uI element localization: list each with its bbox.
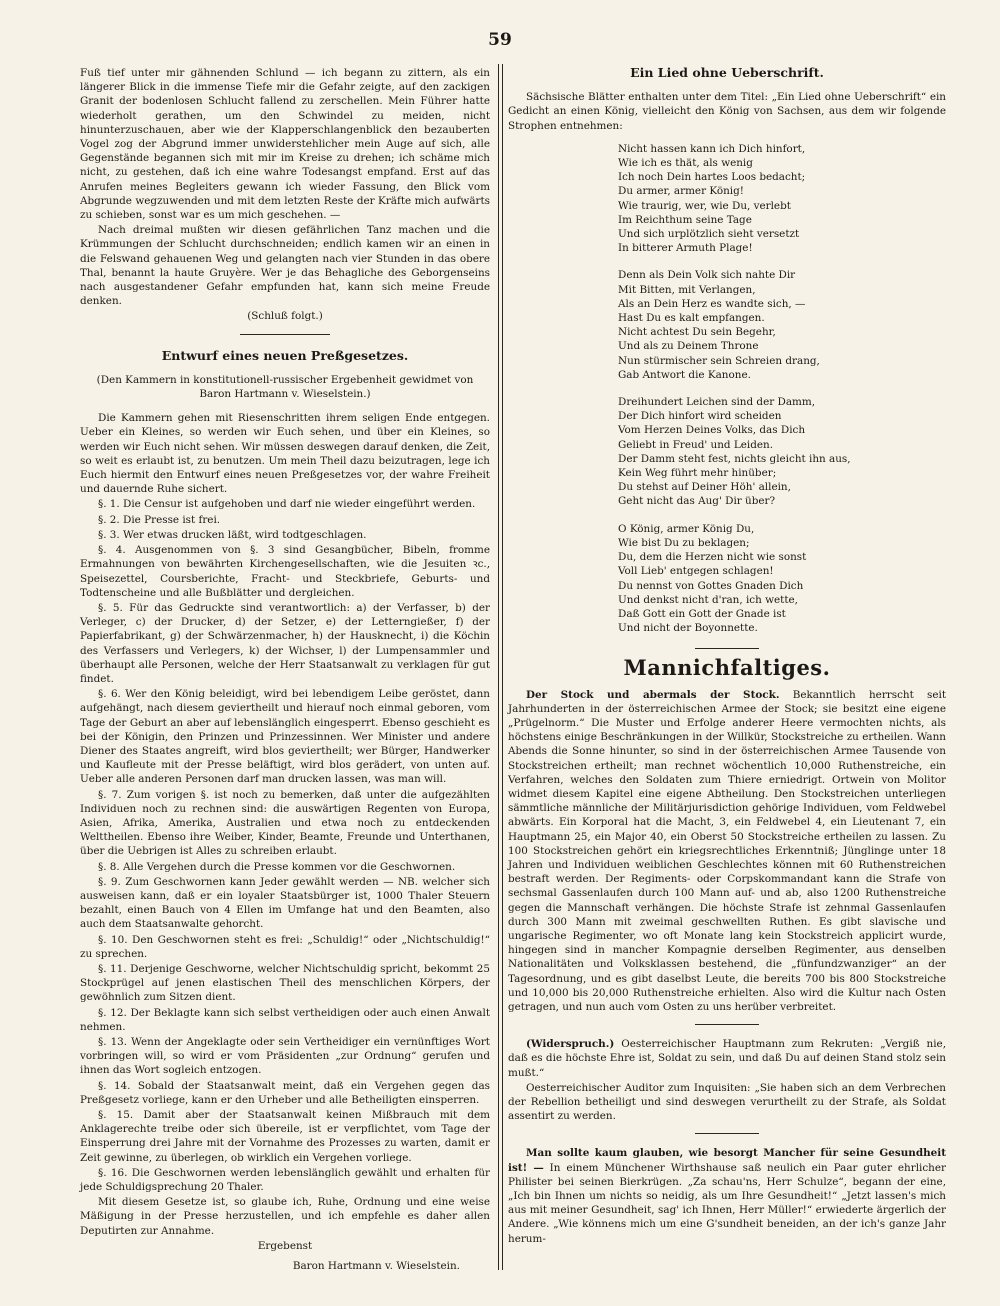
- continuation-paragraph: Fuß tief unter mir gähnenden Schlund — ich begann zu zittern, als ein längerer Blick in die immense Tiefe mir die Gefahr zeigte, auf den zackigen Granit der bodenlosen Schlucht fallend zu zerschellen. Mein Führer hatte wiederholt gerathen, um den Schwindel zu meiden, nicht hinunterzuschauen, aber wie der Klapperschlangenblick den bezauberten Vogel zog der Abgrund immer unwiderstehlicher mein Auge auf sich, alle Gegenstände begannen sich mit mir im Kreise zu drehen; ich schäme mich nicht, zu gestehen, daß ich eine wahre Todesangst empfand. Erst auf das Anrufen meines Begleiters gewann ich wieder Fassung, den Blick vom Abgrunde wegzuwenden und mit dem letzten Reste der Kräfte mich aufwärts zu schieben, sonst war es um mich geschehen. —: [80, 67, 490, 222]
- poem-line: Daß Gott ein Gott der Gnade ist: [618, 607, 786, 620]
- poem-line: Als an Dein Herz es wandte sich, —: [618, 297, 806, 310]
- poem-title: Ein Lied ohne Ueberschrift.: [630, 65, 824, 80]
- poem-line: Und als zu Deinem Throne: [618, 340, 759, 353]
- law-paragraph: §. 9. Zum Geschwornen kann Jeder gewählt werden — NB. welcher sich ausweisen kann, daß er ein loyaler Staatsbürger ist, 1000 Thaler Steuern bezahlt, einen Bauch von 4 Ellen im Umfange hat und den Beamten, also auch dem Staatsanwalte gehorcht.: [80, 875, 490, 931]
- poem-line: Ich noch Dein hartes Loos bedacht;: [618, 171, 806, 184]
- ergebenst-line: Ergebenst: [257, 1239, 313, 1252]
- item-divider: [695, 1024, 759, 1025]
- column-divider: [498, 64, 503, 1270]
- article-intro: Die Kammern gehen mit Riesenschritten ihrem seligen Ende entgegen. Ueber ein Kleines, so werden wir Euch sehen, und über ein Kleines, so werden wir Euch nicht sehen. Wir müssen deswegen darauf denken, die Zeit, so weit es erlaubt ist, zu benutzen. Um mein Theil dazu beizutragen, lege ich Euch hiermit den Entwurf eines neuen Preßgesetzes vor, der wahre Freiheit und dauernde Ruhe sichert.: [80, 412, 490, 496]
- news-item-lead: Man sollte kaum glauben, wie besorgt Mancher für seine Gesundheit ist! —: [508, 1147, 946, 1174]
- poem-line: Du, dem die Herzen nicht wie sonst: [618, 551, 807, 564]
- poem-stanza: [618, 395, 946, 509]
- law-paragraph: §. 1. Die Censur ist aufgehoben und darf nie wieder eingeführt werden.: [98, 498, 476, 511]
- poem-line: Vom Herzen Deines Volks, das Dich: [618, 424, 806, 437]
- poem-line: O König, armer König Du,: [618, 522, 755, 535]
- law-paragraph: §. 4. Ausgenommen von §. 3 sind Gesangbücher, Bibeln, fromme Ermahnungen von bewährten Kirchengesellschaften, wie die Jesuiten ꝛc., Speisezettel, Coursberichte, Fracht- und Steckbriefe, Geburts- und Todtenscheine und alle Bußblätter und dergleichen.: [80, 544, 490, 599]
- law-paragraph: §. 15. Damit aber der Staatsanwalt keinen Mißbrauch mit dem Anklagerechte treibe oder sich übereile, ist er verpflichtet, vom Tage der Einsperrung drei Jahre mit der Vornahme des Prozesses zu warten, damit er Zeit gewinne, zu überlegen, ob wirklich ein Vergehen vorliege.: [80, 1109, 490, 1164]
- poem-line: Im Reichthum seine Tage: [618, 213, 752, 226]
- poem-line: Gab Antwort die Kanone.: [618, 368, 751, 381]
- law-paragraph: §. 13. Wenn der Angeklagte oder sein Vertheidiger ein vernünftiges Wort vorbringen will, so wird er vom Präsidenten „zur Ordnung“ gerufen und ihnen das Wort sogleich entzogen.: [80, 1036, 490, 1077]
- poem-line: Du armer, armer König!: [618, 185, 744, 198]
- news-item: [508, 688, 946, 1015]
- poem-line: Wie traurig, wer, wie Du, verlebt: [618, 199, 791, 212]
- poem-line: Voll Lieb' entgegen schlagen!: [618, 565, 774, 578]
- law-paragraph: §. 6. Wer den König beleidigt, wird bei lebendigem Leibe geröstet, dann aufgehängt, nach diesem geviertheilt und hierauf noch einmal geboren, vom Tage der Geburt an aber auf lebenslänglich eingesperrt. Ebenso geschieht es bei der Königin, den Prinzen und Prinzessinnen. Wer Minister und andere Diener des Staates angreift, wird blos geviertheilt; wer Bürger, Handwerker und Kaufleute mit der Presse beläftigt, wird blos gerädert, von unten auf. Ueber alle anderen Personen darf man drucken lassen, was man will.: [80, 688, 490, 786]
- law-paragraph: §. 5. Für das Gedruckte sind verantwortlich: a) der Verfasser, b) der Verleger, c) der Drucker, d) der Setzer, e) der Letterngießer, f) der Papierfabrikant, g) der Schwärzenmacher, h) der Hausknecht, i) die Köchin des Verfassers und Verlegers, k) der Wichser, l) der Lumpensammler und überhaupt alle Personen, welche der Herr Staatsanwalt zu verklagen für gut findet.: [80, 601, 490, 685]
- closing-paragraph: Mit diesem Gesetze ist, so glaube ich, Ruhe, Ordnung und eine weise Mäßigung in der Presse herzustellen, und ich empfehle es daher allen Deputirten zur Annahme.: [80, 1196, 490, 1237]
- law-paragraph: §. 16. Die Geschwornen werden lebenslänglich gewählt und erhalten für jede Schuldigsprechung 20 Thaler.: [80, 1166, 490, 1194]
- right-column: [508, 66, 946, 1276]
- poem-line: Und denkst nicht d'ran, ich wette,: [618, 593, 798, 606]
- news-item-text: Bekanntlich herrscht seit Jahrhunderten in der österreichischen Armee der Stock; sie besitzt eine eigene „Prügelnorm.“ Die Muster und Erfolge anderer Heere vermochten nichts, als höchstens einige Beschränkungen in der Willkür, Stockstreiche zu ertheilen. Wann Abends die Sonne hinunter, so sind in der österreichischen Armee Tausende von Stockstreichen ertheilt; man rechnet wöchentlich 10,000 Ruthenstreiche, ein Verfahren, welches den Soldaten zum Thiere erniedrigt. Ortwein von Molitor widmet diesem Kapitel eine eigene Abtheilung. Den Stockstreichen unterliegen sämmtliche männliche der Militärjurisdiction gehörige Individuen, vom Feldwebel abwärts. Ein Korporal hat die Macht, 3, ein Feldwebel 4, ein Lieutenant 7, ein Hauptmann 25, ein Major 40, ein Oberst 50 Stockstreiche ertheilen zu lassen. Zu 100 Stockstreichen gehört ein kriegsrechtliches Erkenntniß; Jünglinge unter 18 Jahren und Individuen weiblichen Geschlechtes können mit 60 Ruthenstreichen bestraft werden. Der Regiments- oder Corpskommandant kann die Strafe von sechsmal Gassenlaufen durch 100 Mann auf- und ab, also 1200 Ruthenstreiche gegen die Mannschaft verhängen. Die höchste Strafe ist zehnmal Gassenlaufen durch 300 Mann mit zweimal geschwellten Ruthen. Es gibt slavische und ungarische Regimenter, wo oft Monate lang kein Stockstreich applicirt wurde, hingegen sind in mancher Kompagnie derselben Regimenter, aus denselben Nationalitäten und Volksklassen bestehend, die „fünfundzwanziger“ an der Tagesordnung, und es gibt daselbst Leute, die bereits 700 bis 800 Stockstreiche und 10,000 bis 20,000 Ruthenstreiche erhielten. Also wird die Kultur nach Osten getragen, und nun auch vom Osten zu uns herüber verbreitet.: [508, 688, 947, 1013]
- poem-line: Der Damm steht fest, nichts gleicht ihn aus,: [618, 452, 851, 465]
- law-paragraph: §. 7. Zum vorigen §. ist noch zu bemerken, daß unter die aufgezählten Individuen noch zu rechnen sind: die auswärtigen Regenten von Europa, Asien, Afrika, Amerika, Australien und etwa noch zu entdeckenden Welttheilen. Ebenso ihre Weiber, Kinder, Beamte, Freunde und Unterthanen, über die Uebrigen ist Alles zu schreiben erlaubt.: [80, 788, 490, 858]
- news-item-lead: Der Stock und abermals der Stock.: [526, 688, 780, 701]
- poem-line: Denn als Dein Volk sich nahte Dir: [618, 269, 796, 282]
- law-paragraph: §. 3. Wer etwas drucken läßt, wird todtgeschlagen.: [98, 528, 367, 541]
- poem-line: In bitterer Armuth Plage!: [618, 242, 753, 255]
- poem-line: Wie bist Du zu beklagen;: [618, 536, 750, 549]
- law-paragraph: §. 14. Sobald der Staatsanwalt meint, daß ein Vergehen gegen das Preßgesetz vorliege, kann er den Urheber und alle Betheiligten einsperren.: [80, 1079, 490, 1106]
- news-item-text: In einem Münchener Wirthshause saß neulich ein Paar guter ehrlicher Philister bei seinen Bierkrügen. „Za schau'ns, Herr Schulze“, begann der eine, „Ich bin Ihnen um nichts so neidig, als um Ihre Gesundheit!“ „Jetzt lassen's mich aus mit meiner Gesundheit, sag' ich Ihnen, Herr Müller!“ erwiederte ärgerlich der Andere. „Wie könnens mich um eine G'sundheit beneiden, an der ich's ganze Jahr herum-: [508, 1161, 946, 1245]
- poem-line: Der Dich hinfort wird scheiden: [618, 410, 782, 423]
- poem-line: Nicht achtest Du sein Begehr,: [618, 326, 776, 339]
- item-divider: [695, 1133, 759, 1134]
- law-paragraph: §. 11. Derjenige Geschworne, welcher Nichtschuldig spricht, bekommt 25 Stockprügel auf jenen elastischen Theil des menschlichen Körpers, der gewöhnlich zum Sitzen dient.: [80, 962, 490, 1004]
- article-title: Entwurf eines neuen Preßgesetzes.: [161, 347, 409, 363]
- article-dedication: (Den Kammern in konstitutionell-russischer Ergebenheit gewidmet von Baron Hartmann v. Wieselstein.): [96, 373, 474, 401]
- left-column: [80, 66, 490, 1273]
- poem-line: Und sich urplötzlich sieht versetzt: [618, 228, 800, 241]
- signature: Baron Hartmann v. Wieselstein.: [292, 1260, 460, 1273]
- poem-line: Mit Bitten, mit Verlangen,: [618, 283, 756, 296]
- poem-line: Wie ich es thät, als wenig: [618, 157, 753, 170]
- law-paragraph: §. 10. Den Geschwornen steht es frei: „Schuldig!“ oder „Nichtschuldig!“ zu sprechen.: [80, 933, 490, 960]
- poem-line: Nun stürmischer sein Schreien drang,: [618, 354, 820, 367]
- news-item-text: Oesterreichischer Hauptmann zum Rekruten: „Vergiß nie, daß es die höchste Ehre ist, Soldat zu sein, und daß Du auf deinen Stand stolz sein mußt.“: [508, 1038, 946, 1079]
- news-item: [508, 1146, 946, 1245]
- law-paragraph: §. 8. Alle Vergehen durch die Presse kommen vor die Geschwornen.: [98, 860, 456, 873]
- law-paragraph: §. 2. Die Presse ist frei.: [98, 513, 221, 526]
- poem-stanza: [618, 268, 946, 382]
- poem-line: Geht nicht das Aug' Dir über?: [618, 495, 776, 508]
- news-item: [508, 1037, 946, 1080]
- section-title: Mannichfaltiges.: [623, 655, 831, 681]
- section-divider: [695, 648, 759, 649]
- poem-stanza: [618, 522, 946, 636]
- poem-line: Nicht hassen kann ich Dich hinfort,: [618, 142, 806, 155]
- poem-line: Du stehst auf Deiner Höh' allein,: [618, 481, 791, 494]
- news-item-lead: (Widerspruch.): [526, 1038, 615, 1051]
- poem: [618, 142, 946, 636]
- law-paragraph: §. 12. Der Beklagte kann sich selbst vertheidigen oder auch einen Anwalt nehmen.: [80, 1006, 490, 1033]
- poem-line: Kein Weg führt mehr hinüber;: [618, 467, 777, 480]
- continued-note: (Schluß folgt.): [247, 310, 323, 323]
- poem-line: Geliebt in Freud' und Leiden.: [618, 438, 774, 451]
- article-divider: [240, 334, 330, 335]
- page-number: 59: [488, 30, 512, 50]
- poem-stanza: [618, 142, 946, 256]
- news-item: Oesterreichischer Auditor zum Inquisiten: „Sie haben sich an dem Verbrechen der Rebellion betheiligt und sind deswegen verurtheilt zu der Strafe, als Soldat assentirt zu werden.: [508, 1081, 946, 1123]
- poem-line: Dreihundert Leichen sind der Damm,: [618, 396, 816, 409]
- poem-line: Hast Du es kalt empfangen.: [618, 312, 765, 325]
- poem-line: Und nicht der Boyonnette.: [618, 622, 758, 635]
- poem-intro: Sächsische Blätter enthalten unter dem Titel: „Ein Lied ohne Ueberschrift“ ein Gedicht an einen König, vielleicht den König von Sachsen, aus dem wir folgende Strophen entnehmen:: [508, 91, 946, 132]
- poem-line: Du nennst von Gottes Gnaden Dich: [618, 579, 804, 592]
- continuation-paragraph: Nach dreimal mußten wir diesen gefährlichen Tanz machen und die Krümmungen der Schlucht durchschneiden; endlich kamen wir an einen in die Felswand gehauenen Weg und gelangten nach vier Stunden in das obere Thal, benannt la haute Gruyère. Wer je das Behagliche des Geborgenseins nach ausgestandener Gefahr empfunden hat, kann sich meine Freude denken.: [80, 224, 490, 308]
